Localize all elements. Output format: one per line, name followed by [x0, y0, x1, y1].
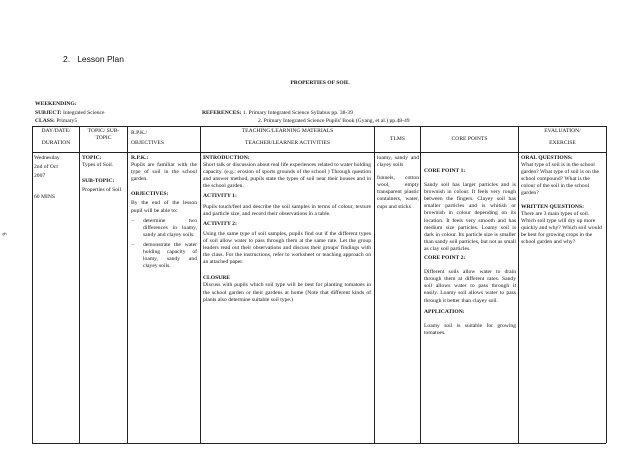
day-duration: 60 MINS — [34, 194, 55, 201]
header-day-line2: DURATION — [41, 140, 71, 147]
topic-value: Types of Soil. — [82, 162, 114, 169]
subtopic-value: Properties of Soil — [82, 187, 122, 194]
activity1-label: ACTIVITY 1: — [203, 193, 237, 200]
closure-text: Discuss with pupils which soil type will be best for planting tomatoes in the school garden or their gardens at home (Note that different kinds of plants also determine suitable soil type.) — [203, 282, 371, 303]
introduction-text: Short talk or discussion about real life experiences related to water holding capacity. (e.g.: erosion of sports grounds of the school ) Through question and answer method, pupils state the types of soil near their houses and in the school garden. — [203, 162, 371, 190]
header-topic: TOPIC/ SUB-TOPIC — [87, 128, 120, 142]
header-tlms: TLMS — [390, 136, 405, 142]
header-core-points: CORE POINTS — [451, 136, 488, 142]
reference-1: 1. Primary Integrated Science Syllabus pp. 38-39 — [242, 110, 353, 116]
day-cell — [34, 155, 78, 201]
topic-cell — [82, 155, 126, 194]
subject-line — [35, 110, 105, 117]
header-evaluation-line2: EXERCISE — [549, 140, 576, 147]
objectives-intro: By the end of the lesson pupil will be able to: — [131, 200, 197, 214]
section-heading — [63, 54, 124, 64]
section-title: Lesson Plan — [77, 54, 124, 64]
activities-cell — [203, 155, 371, 304]
objectives-label: OBJECTIVES: — [131, 191, 169, 198]
header-day — [33, 128, 79, 147]
header-day-line1: DAY/DATE/ — [41, 128, 71, 134]
header-evaluation — [519, 128, 606, 147]
document-title: PROPERTIES OF SOIL — [290, 80, 350, 86]
reference-2: 2. Primary Integrated Science Pupils' Book (Gyang, et al.) pp.48-49 — [258, 118, 410, 124]
header-rpk — [131, 130, 199, 147]
day-name: Wednesday — [34, 155, 60, 161]
oral-questions-label: ORAL QUESTIONS: — [521, 155, 573, 161]
margin-page-number: 6 — [0, 232, 7, 236]
class-label: CLASS: — [35, 118, 55, 124]
rpk-text: Pupils are familiar with the type of soil in the school garden. — [131, 162, 197, 183]
header-rpk-line1: R.P.K./ — [131, 130, 148, 136]
activity2-text: Using the same type of soil samples, pupils find out if the different types of soil allow water to pass through them at the same rate. Let the group leaders read out their observations and discuss their groups' findings with the class. For the instructions, refer to worksheet or teaching approach on an attached paper. — [203, 230, 371, 266]
references-line-1 — [202, 110, 353, 117]
objective-item: − determine two differences in loamy, sandy and clayey soils. — [131, 218, 197, 239]
rpk-cell — [131, 155, 197, 270]
header-activities-line2: TEACHER/LEARNER ACTIVITIES — [245, 140, 330, 147]
objectives-list — [131, 218, 197, 271]
application-label: APPLICATION: — [424, 308, 465, 315]
tlms-materials: funnels, cotton wool, empty transparent plastic containers, water, cups and sticks — [377, 175, 419, 210]
closure-label: CLOSURE — [203, 275, 231, 282]
header-rpk-line2: OBJECTIVES — [131, 140, 164, 147]
header-activities-line1: TEACHING/LEARNING MATERIALS — [241, 128, 334, 134]
core-point1-text: Sandy soil has larger particles and is brownish in colour. It feels very rough between the fingers. Clayey soil has smaller particles and is whitish or brownish in colour depending on its location. It feels very smooth and has medium size particles. Loamy soil is dark in colour. Its particle size is smaller than sandy soil particles, but not as small as clay soil particles. — [424, 182, 516, 252]
core-point2-text: Different soils allow water to drain through them at different rates. Sandy soil allows water to pass through it easily. Loamy soil allows water to pass through it better than clayey soil. — [424, 269, 516, 304]
day-date: 2nd of Oct — [34, 164, 58, 171]
header-activities — [201, 128, 374, 147]
core-points-cell — [424, 168, 516, 337]
day-year: 2007 — [34, 173, 46, 180]
activity1-text: Pupils touch/feel and describe the soil samples in terms of colour, texture and particle size, and record their observations in a table. — [203, 203, 371, 217]
written-questions-text: There are 3 main types of soil. Which soil type will dry up more quickly and why? Which soil would be best for growing crops in the school garden and why? — [521, 210, 602, 246]
topic-label: TOPIC: — [82, 155, 102, 161]
tlms-soils: loamy, sandy and clayey soils — [377, 155, 419, 169]
written-questions-label: WRITTEN QUESTIONS: — [521, 203, 584, 210]
evaluation-cell — [521, 155, 605, 246]
application-text: Loamy soil is suitable for growing tomatoes. — [424, 322, 516, 336]
subject-value: Integrated Science — [63, 110, 105, 116]
tlms-cell — [377, 155, 419, 211]
introduction-label: INTRODUCTION: — [203, 155, 250, 161]
class-line — [35, 118, 77, 125]
section-number: 2. — [63, 54, 71, 64]
subtopic-label: SUB-TOPIC: — [82, 178, 115, 185]
core-point2-label: CORE POINT 2: — [424, 255, 466, 262]
header-evaluation-line1: EVALUATION/ — [544, 128, 581, 134]
class-value: Primary5 — [56, 118, 78, 124]
objective-item: − demonstrate the water holding capacity of loamy, sandy and clayey soils. — [131, 242, 197, 270]
activity2-label: ACTIVITY 2: — [203, 220, 237, 227]
core-point1-label: CORE POINT 1: — [424, 168, 466, 174]
rpk-label: R.P.K.: — [131, 155, 149, 161]
weekending-label: WEEKENDING: — [35, 101, 77, 107]
oral-questions-text: What type of soil is in the school garden? What type of soil is on the school compound? What is the colour of the soil in the school garden? — [521, 162, 600, 197]
subject-label: SUBJECT: — [35, 110, 62, 116]
references-label: REFERENCES: — [202, 110, 242, 116]
